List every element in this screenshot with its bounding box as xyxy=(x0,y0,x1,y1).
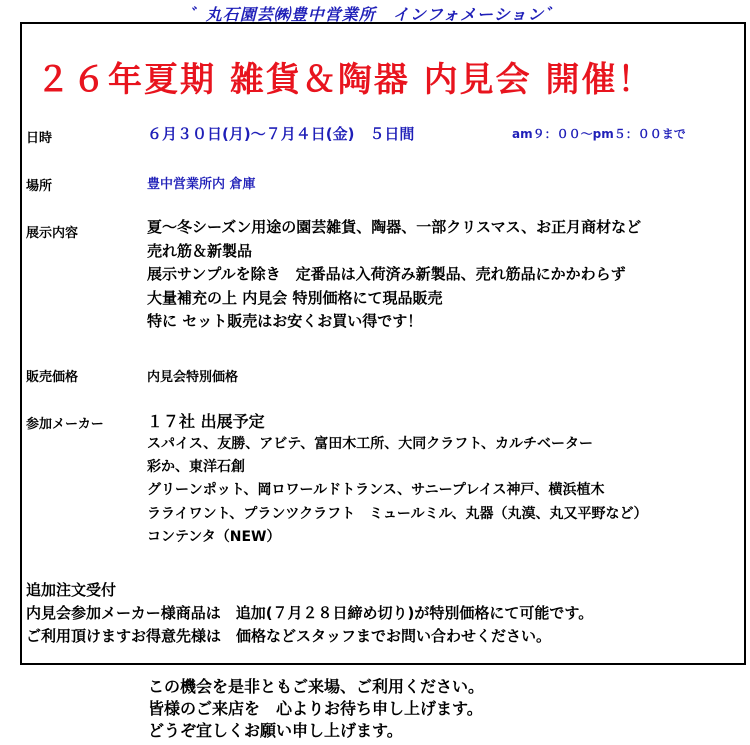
exhibit-line: 特に セット販売はお安くお買い得です！ xyxy=(147,312,423,330)
price-label: 販売価格 xyxy=(26,370,79,385)
place-value: 豊中営業所内 倉庫 xyxy=(147,177,256,192)
schedule-hours: am９：００～pm５：００まで xyxy=(512,127,686,141)
maker-line: コンテンタ（NEW） xyxy=(147,528,281,545)
order-line-2: ご利用頂けますお得意先様は 価格などスタッフまでお問い合わせください。 xyxy=(26,627,552,645)
price-value: 内見会特別価格 xyxy=(147,370,239,385)
order-line-1: 内見会参加メーカー様商品は 追加(７月２８日締め切り)が特別価格にて可能です。 xyxy=(26,604,594,622)
footer-line: 皆様のご来店を 心よりお待ち申し上げます。 xyxy=(148,699,483,718)
footer-line: どうぞ宜しくお願い申し上げます。 xyxy=(148,721,403,740)
maker-line: グリーンポット、岡ロワールドトランス、サニープレイス神戸、横浜植木 xyxy=(147,482,605,499)
exhibit-line: 売れ筋＆新製品 xyxy=(147,241,253,260)
exhibit-line: 大量補充の上 内見会 特別価格にて現品販売 xyxy=(147,288,443,307)
event-title: ２６年夏期 雑貨＆陶器 内見会 開催！ xyxy=(36,60,654,100)
maker-line: 彩か、東洋石創 xyxy=(147,459,245,476)
order-heading: 追加注文受付 xyxy=(26,581,117,599)
makers-list xyxy=(147,433,648,549)
additional-order-section xyxy=(26,579,593,648)
schedule-label: 日時 xyxy=(26,131,53,146)
header-title: ゛丸石園芸㈱豊中営業所 インフォメーション゛ xyxy=(188,5,562,24)
maker-line: ラライワント、プランツクラフト ミュールミル、丸器（丸漠、丸又平野など） xyxy=(147,505,648,522)
closing-message xyxy=(148,676,484,742)
makers-count: １７社 出展予定 xyxy=(147,412,265,431)
exhibit-line: 夏～冬シーズン用途の園芸雑貨、陶器、一部クリスマス、お正月商材など xyxy=(147,218,642,236)
exhibit-label: 展示内容 xyxy=(26,226,79,241)
exhibit-content xyxy=(147,216,641,334)
makers-label: 参加メーカー xyxy=(26,417,104,432)
maker-line: スパイス、友勝、アビテ、富田木工所、大同クラフト、カルチベーター xyxy=(147,436,594,452)
schedule-dates: ６月３０日(月)～７月４日(金) ５日間 xyxy=(147,125,415,143)
place-label: 場所 xyxy=(26,179,53,194)
footer-line: この機会を是非ともご来場、ご利用ください。 xyxy=(148,677,485,696)
announcement-box xyxy=(20,22,746,665)
exhibit-line: 展示サンプルを除き 定番品は入荷済み新製品、売れ筋品にかかわらず xyxy=(147,265,626,283)
